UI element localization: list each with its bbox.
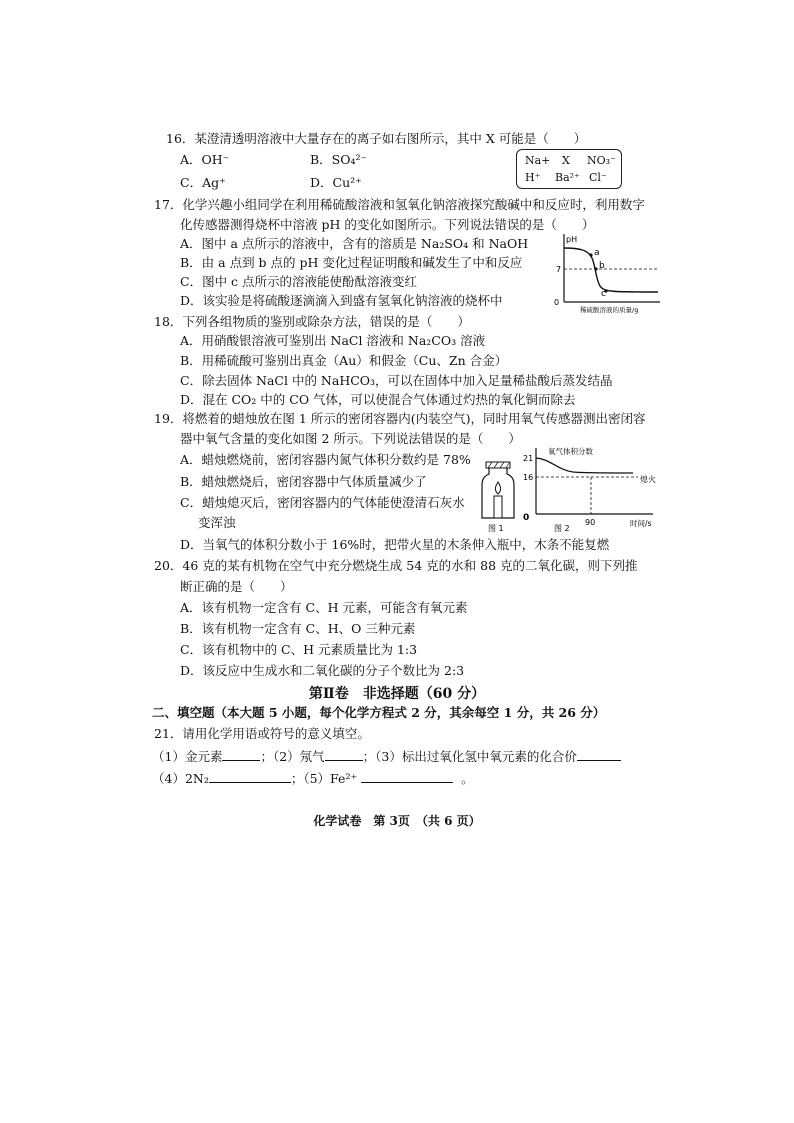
ph-x-label: 稀硫酸溶液的质量/g [580,306,639,314]
point-a [589,253,592,256]
o2-x-label: 时间/s [630,519,652,528]
o2-curve [536,458,633,473]
q21-part4-label: （4）2N₂ [152,771,209,786]
q21-part5-label: ；（5）Fe²⁺ [290,771,358,786]
q21-part1-label: （1）金元素 [152,749,223,764]
q20-stem-line1: 20．46 克的某有机物在空气中充分燃烧生成 54 克的水和 88 克的二氧化碳，则下列推 [154,558,638,573]
q21-blank-4[interactable] [209,770,291,783]
q18-option-b: B．用稀硫酸可鉴别出真金（Au）和假金（Cu、Zn 合金） [180,353,508,368]
q17-option-d: D．该实验是将硫酸逐滴滴入到盛有氢氧化钠溶液的烧杯中 [180,293,503,308]
q21-blank-2[interactable] [325,748,363,761]
q17-option-b: B．由 a 点到 b 点的 pH 变化过程证明酸和碱发生了中和反应 [180,255,523,270]
ph-curve [564,248,658,292]
q17-ph-chart [550,230,670,315]
ion-na: Na+ [525,154,551,167]
ph-zero-label: 0 [554,298,560,307]
q21-part2-label: ；（2）氖气 [260,749,325,764]
q20-option-c: C．该有机物中的 C、H 元素质量比为 1:3 [180,642,418,657]
q19-figures [478,444,673,534]
q21-stem: 21．请用化学用语或符号的意义填空。 [154,726,370,741]
point-b [594,267,597,270]
q21-blank-1[interactable] [222,748,260,761]
q19-stem-line2: 器中氧气含量的变化如图 2 所示。下列说法错误的是（ ） [180,431,521,446]
page-footer: 化学试卷 第 3页 （共 6 页） [313,814,481,828]
o2-title: 氧气体积分数 [548,447,593,456]
q20-stem-line2: 断正确的是（ ） [180,579,293,594]
q19-stem-line1: 19．将燃着的蜡烛放在图 1 所示的密闭容器内(内装空气)，同时用氧气传感器测出密闭容 [154,411,646,426]
figure2-label: 图 2 [554,524,570,533]
ion-x: X [562,154,570,167]
ion-no3: NO₃⁻ [587,154,616,167]
q21-end: 。 [461,771,474,786]
o2-tick-16: 16 [523,473,534,482]
q17-option-c: C．图中 c 点所示的溶液能使酚酞溶液变红 [180,274,418,289]
q21-part3-label: ；（3）标出过氧化氢中氧元素的化合价 [362,749,577,764]
q21-blank-3[interactable] [577,748,621,761]
q20-option-a: A．该有机物一定含有 C、H 元素，可能含有氧元素 [180,600,468,615]
q16-option-c: C．Ag⁺ [180,175,226,190]
ph-axis-label: pH [566,235,578,244]
o2-note: 熄火 [640,475,656,484]
figure1-label: 图 1 [488,524,504,533]
q18-option-c: C．除去固体 NaCl 中的 NaHCO₃，可以在固体中加入足量稀盐酸后蒸发结晶 [180,373,613,388]
q21-blank-5[interactable] [361,770,453,783]
q21-line1 [152,748,621,765]
q19-option-d: D．当氧气的体积分数小于 16%时，把带火星的木条伸入瓶中，木条不能复燃 [180,537,610,552]
part2-heading: 二、填空题（本大题 5 小题，每个化学方程式 2 分，其余每空 1 分，共 26 分） [152,705,606,720]
q20-option-b: B．该有机物一定含有 C、H、O 三种元素 [180,621,416,636]
q17-option-a: A．图中 a 点所示的溶液中，含有的溶质是 Na₂SO₄ 和 NaOH [180,236,529,251]
q17-stem-line1: 17．化学兴趣小组同学在利用稀硫酸溶液和氢氧化钠溶液探究酸碱中和反应时，利用数字 [154,197,645,212]
q19-option-b: B．蜡烛燃烧后，密闭容器中气体质量减少了 [180,474,427,489]
ion-ba: Ba²⁺ [555,171,580,184]
q20-option-d: D．该反应中生成水和二氧化碳的分子个数比为 2:3 [180,663,465,678]
point-a-label: a [594,248,600,258]
q16-ion-box [516,149,622,189]
q17-stem-line2: 化传感器测得烧杯中溶液 pH 的变化如图所示。下列说法错误的是（ ） [180,217,595,232]
q19-option-c-line1: C．蜡烛熄灭后，密闭容器内的气体能使澄清石灰水 [180,495,465,510]
o2-tick-21: 21 [523,454,534,463]
point-b-label: b [599,261,605,271]
candle-flame-icon [495,482,500,494]
ph-seven-label: 7 [556,265,562,274]
q18-option-a: A．用硝酸银溶液可鉴别出 NaCl 溶液和 Na₂CO₃ 溶液 [180,333,486,348]
q19-option-c-line2: 变浑浊 [198,515,236,530]
o2-tick-90: 90 [585,518,596,527]
ion-cl: Cl⁻ [589,171,607,184]
point-c-label: c [601,289,606,299]
q16-option-a: A．OH⁻ [180,152,230,167]
q18-stem: 18．下列各组物质的鉴别或除杂方法，错误的是（ ） [154,314,470,329]
q21-line2 [152,770,474,787]
q16-option-d: D．Cu²⁺ [310,175,362,190]
ion-h: H⁺ [525,171,541,184]
candle [494,496,502,518]
q19-option-a: A．蜡烛燃烧前，密闭容器内氮气体积分数约是 78% [180,452,471,467]
o2-tick-0: 0 [523,513,530,523]
section-title: 第Ⅱ卷 非选择题（60 分） [308,686,486,702]
q16-option-b: B．SO₄²⁻ [310,152,368,167]
q18-option-d: D．混在 CO₂ 中的 CO 气体，可以使混合气体通过灼热的氧化铜而除去 [180,392,576,407]
q16-stem: 16．某澄清透明溶液中大量存在的离子如右图所示，其中 X 可能是（ ） [166,131,587,146]
